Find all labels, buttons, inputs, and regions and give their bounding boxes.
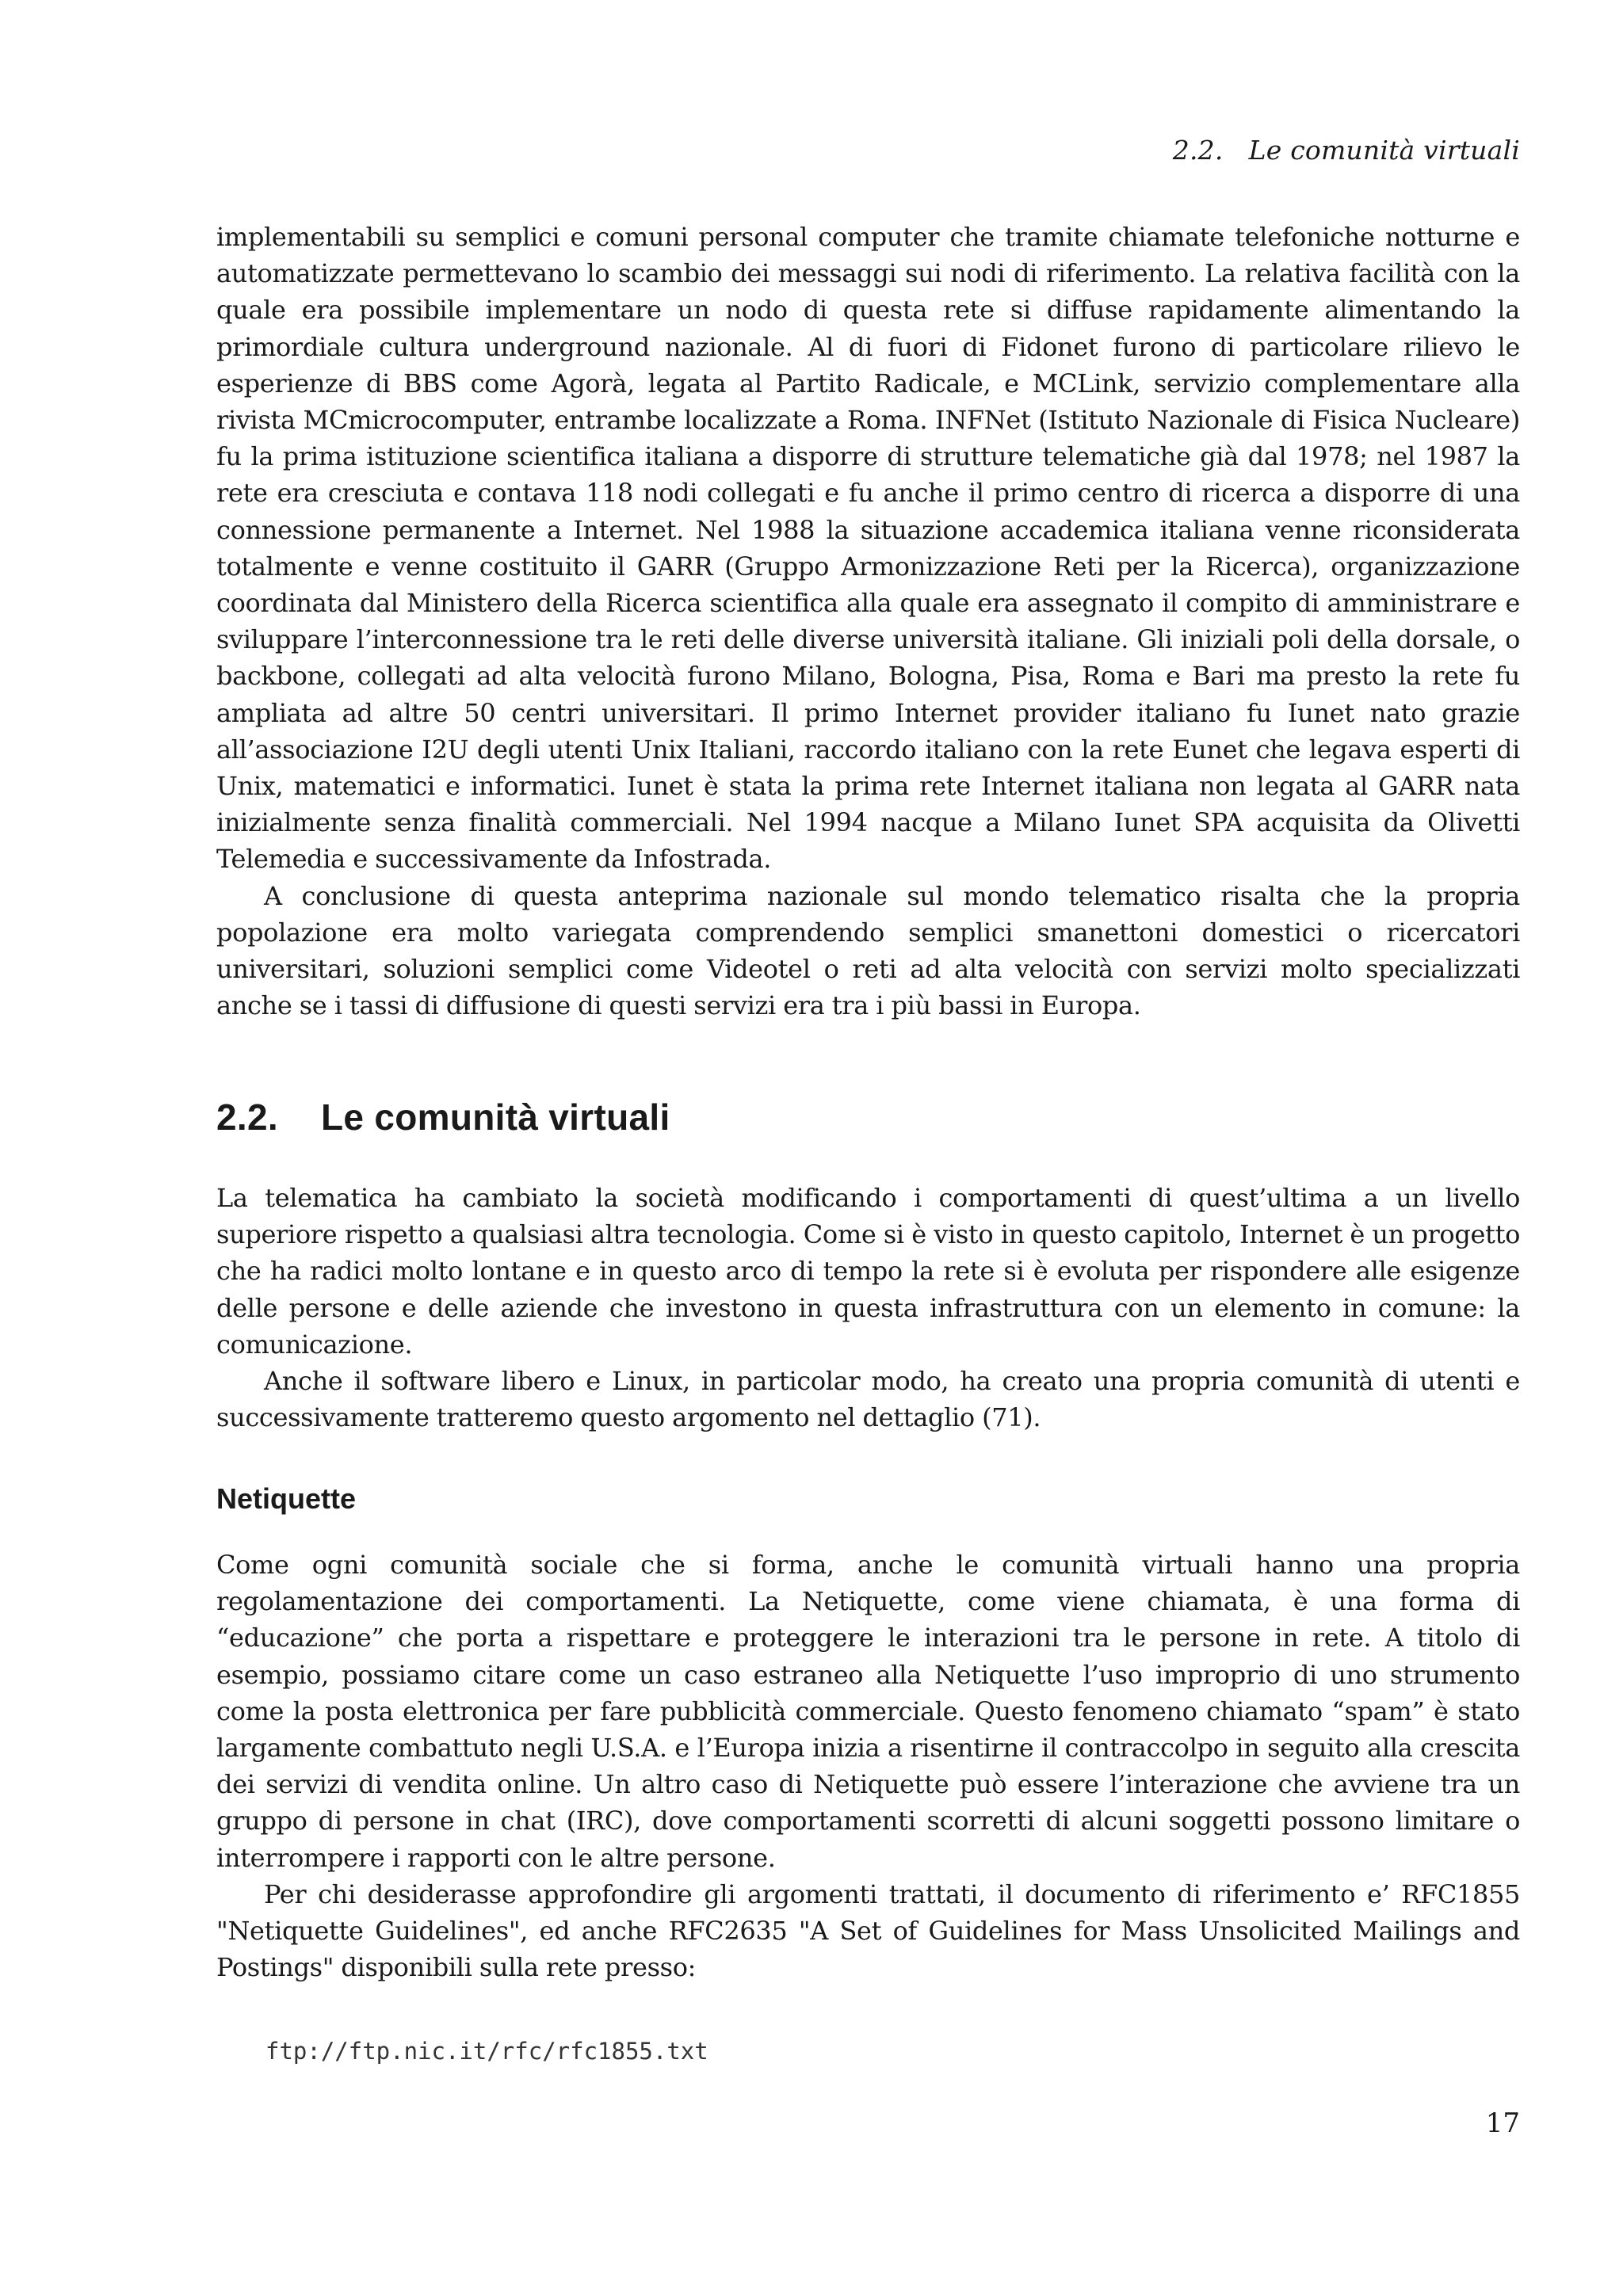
intro-paragraph-2: A conclusione di questa anteprima nazionale sul mondo telematico risalta che la propria popolazione era molto variegata comprendendo semplici smanettoni domestici o ricercatori universitari, soluzioni semplici come Videotel o reti ad alta velocità con servizi molto specializzati anche se i tassi di diffusione di questi servizi era tra i più bassi in Europa. [216,880,1520,1021]
running-header [1173,135,1520,166]
section-paragraph-2: Anche il software libero e Linux, in particolar modo, ha creato una propria comunità di utenti e successivamente tratteremo questo argomento nel dettaglio (71). [216,1366,1520,1433]
intro-text-block [216,219,1520,1024]
subsection-text-block [216,1547,1520,1985]
section-text-block [216,1180,1520,1436]
section-title: Le comunità virtuali [321,1097,670,1138]
page-number: 17 [1485,2107,1520,2139]
section-paragraph-1: La telematica ha cambiato la società modificando i comportamenti di quest’ultima a un livello superiore rispetto a qualsiasi altra tecnologia. Come si è visto in questo capitolo, Internet è un progetto che ha radici molto lontane e in questo arco di tempo la rete si è evoluta per rispondere alle esigenze delle persone e delle aziende che investono in questa infrastruttura con un elemento in comune: la comunicazione. [216,1183,1520,1360]
section-number: 2.2. [216,1097,278,1138]
running-header-number: 2.2. [1172,135,1224,166]
ftp-url-code: ftp://ftp.nic.it/rfc/rfc1855.txt [265,2038,708,2065]
subsection-paragraph-2: Per chi desiderasse approfondire gli argomenti trattati, il documento di riferimento e’ RFC1855 "Netiquette Guidelines", ed anche RFC2635 "A Set of Guidelines for Mass Unsolicited Mailings and Postings" disponibili sulla rete presso: [216,1878,1520,1983]
subsection-heading: Netiquette [216,1482,357,1515]
section-heading [216,1096,670,1138]
intro-paragraph-1: implementabili su semplici e comuni personal computer che tramite chiamate telefoniche notturne e automatizzate permettevano lo scambio dei messaggi sui nodi di riferimento. La relativa facilità con la quale era possibile implementare un nodo di questa rete si diffuse rapidamente alimentando la primordiale cultura underground nazionale. Al di fuori di Fidonet furono di particolare rilievo le esperienze di BBS come Agorà, legata al Partito Radicale, e MCLink, servizio complementare alla rivista MCmicrocomputer, entrambe localizzate a Roma. INFNet (Istituto Nazionale di Fisica Nucleare) fu la prima istituzione scientifica italiana a disporre di strutture telematiche già dal 1978; nel 1987 la rete era cresciuta e contava 118 nodi collegati e fu anche il primo centro di ricerca a disporre di una connessione permanente a Internet. Nel 1988 la situazione accademica italiana venne riconsiderata totalmente e venne costituito il GARR (Gruppo Armonizzazione Reti per la Ricerca), organizzazione coordinata dal Ministero della Ricerca scientifica alla quale era assegnato il compito di amministrare e sviluppare l’interconnessione tra le reti delle diverse università italiane. Gli iniziali poli della dorsale, o backbone, collegati ad alta velocità furono Milano, Bologna, Pisa, Roma e Bari ma presto la rete fu ampliata ad altre 50 centri universitari. Il primo Internet provider italiano fu Iunet nato grazie all’associazione I2U degli utenti Unix Italiani, raccordo italiano con la rete Eunet che legava esperti di Unix, matematici e informatici. Iunet è stata la prima rete Internet italiana non legata al GARR nata inizialmente senza finalità commerciali. Nel 1994 nacque a Milano Iunet SPA acquisita da Olivetti Telemedia e successivamente da Infostrada. [216,222,1520,875]
subsection-paragraph-1: Come ogni comunità sociale che si forma, anche le comunità virtuali hanno una propria regolamentazione dei comportamenti. La Netiquette, come viene chiamata, è una forma di “educazione” che porta a rispettare e proteggere le interazioni tra le persone in rete. A titolo di esempio, possiamo citare come un caso estraneo alla Netiquette l’uso improprio di uno strumento come la posta elettronica per fare pubblicità commerciale. Questo fenomeno chiamato “spam” è stato largamente combattuto negli U.S.A. e l’Europa inizia a risentirne il contraccolpo in seguito alla crescita dei servizi di vendita online. Un altro caso di Netiquette può essere l’interazione che avviene tra un gruppo di persone in chat (IRC), dove comportamenti scorretti di alcuni soggetti possono limitare o interrompere i rapporti con le altre persone. [216,1550,1520,1873]
running-header-title: Le comunità virtuali [1248,135,1520,166]
